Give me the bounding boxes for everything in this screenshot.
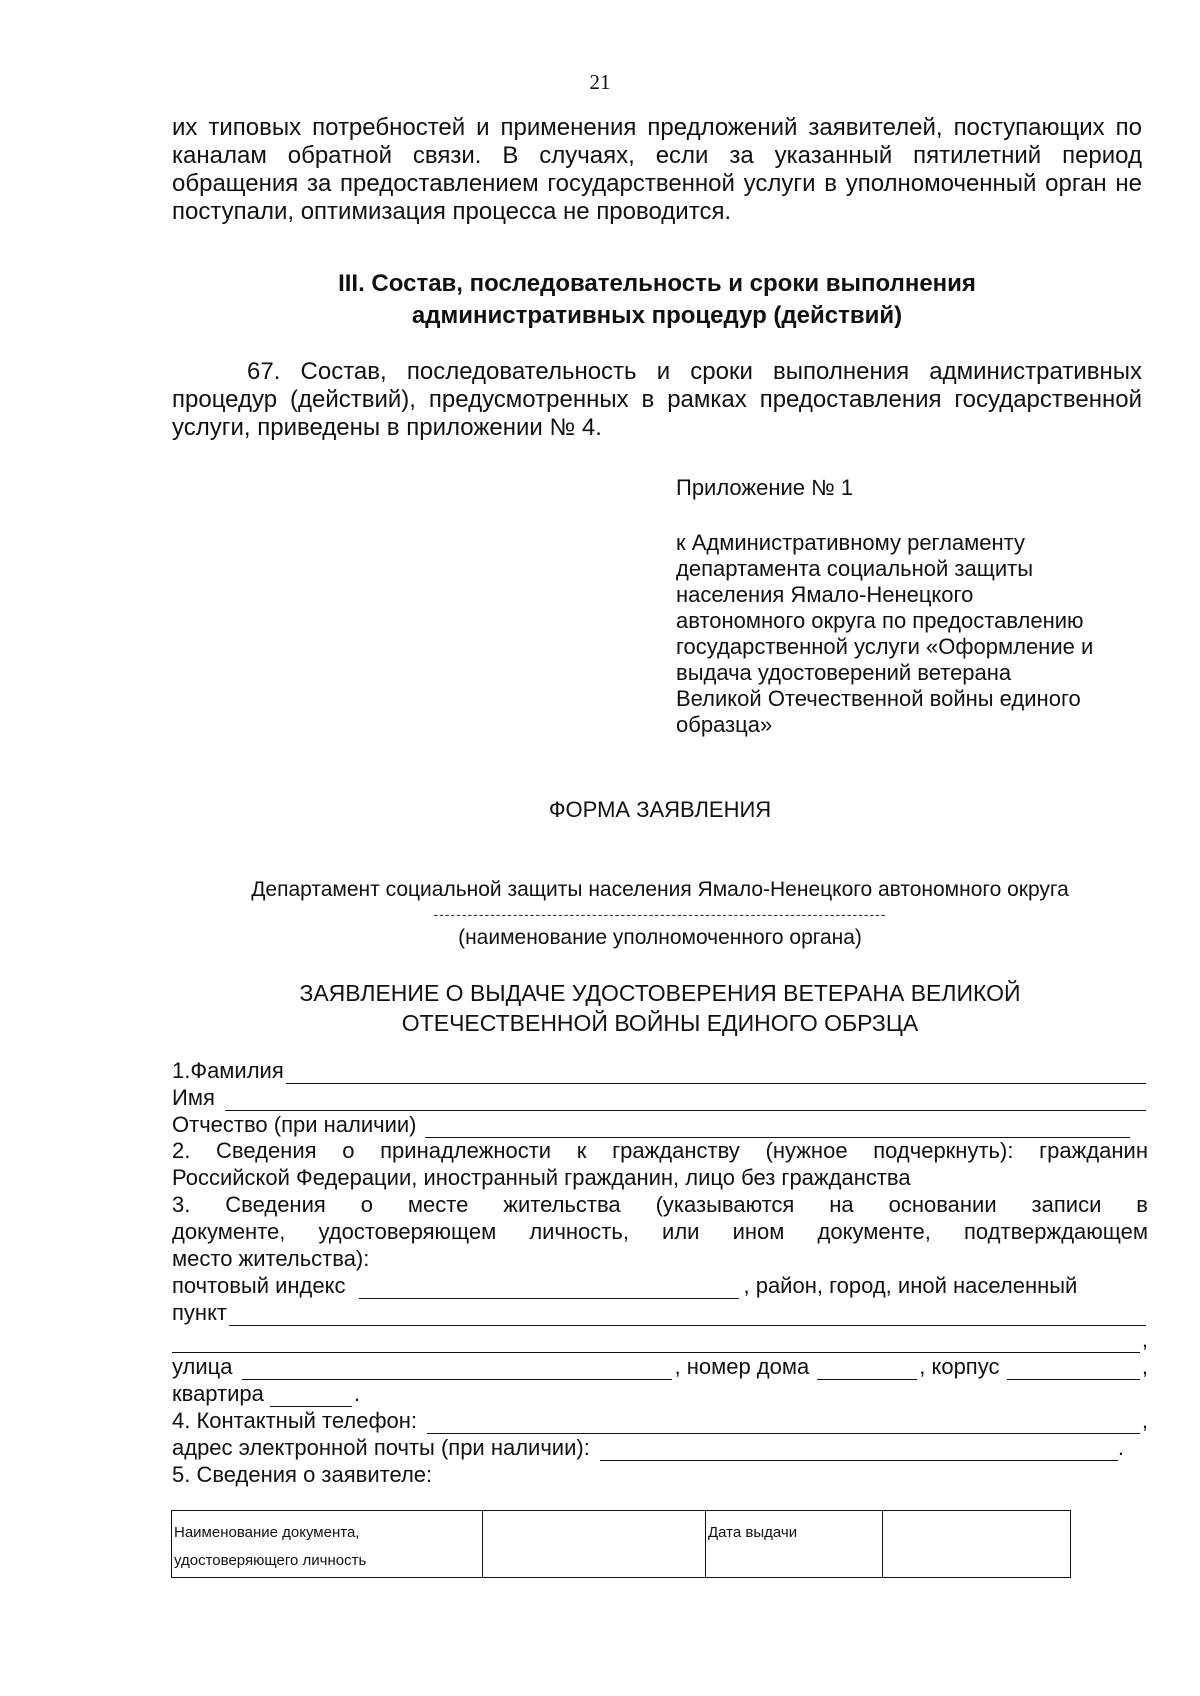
locality-row-2 (172, 1326, 1148, 1353)
apartment-field[interactable] (270, 1384, 352, 1407)
email-field[interactable] (600, 1438, 1118, 1461)
id-document-value-cell[interactable] (483, 1511, 706, 1578)
surname-field[interactable] (286, 1061, 1146, 1084)
locality-field[interactable] (229, 1303, 1146, 1326)
postal-row (172, 1272, 1148, 1299)
residence-line2: документе, удостоверяющем личность, или ином документе, подтверждающем (172, 1219, 1148, 1244)
table-row (172, 1511, 1071, 1578)
appendix-title: Приложение № 1 (676, 475, 854, 500)
district-city-text: , район, город, иной населенный (743, 1273, 1078, 1298)
id-document-label-line1: Наименование документа, (174, 1524, 360, 1541)
patronymic-field[interactable] (425, 1115, 1130, 1138)
department-caption: (наименование уполномоченного органа) (458, 926, 862, 949)
comma: , (1141, 1327, 1148, 1352)
citizenship-line1: 2. Сведения о принадлежности к гражданству (нужное подчеркнуть): гражданин (172, 1138, 1148, 1163)
applicant-documents-table (171, 1510, 1071, 1578)
department-name: Департамент социальной защиты населения Ямало-Ненецкого автономного округа (251, 878, 1069, 901)
appendix-line: к Административному регламенту (676, 530, 1026, 555)
issue-date-label-cell: Дата выдачи (706, 1511, 883, 1578)
appendix-line: населения Ямало-Ненецкого (676, 582, 974, 607)
appendix-line: образца» (676, 712, 773, 737)
email-row (172, 1434, 1148, 1461)
postal-index-label: почтовый индекс (172, 1273, 346, 1298)
street-label: улица (172, 1354, 233, 1379)
applicant-info-label: 5. Сведения о заявителе: (172, 1462, 433, 1487)
patronymic-label: Отчество (при наличии) (172, 1112, 417, 1137)
apartment-label: квартира (172, 1381, 264, 1406)
section-heading-line2: административных процедур (действий) (411, 302, 903, 329)
locality-field-2[interactable] (172, 1330, 1140, 1353)
appendix-line: автономного округа по предоставлению (676, 608, 1084, 633)
statement-title-line1: ЗАЯВЛЕНИЕ О ВЫДАЧЕ УДОСТОВЕРЕНИЯ ВЕТЕРАНА ВЕЛИКОЙ (299, 980, 1021, 1006)
issue-date-value-cell[interactable] (883, 1511, 1071, 1578)
section-heading (172, 268, 1142, 332)
comma: , (1141, 1354, 1148, 1379)
period: . (1117, 1435, 1124, 1460)
department-underline: -------------------------------------------------------------------------------- (433, 906, 887, 922)
appendix-line: департамента социальной защиты (676, 556, 1034, 581)
phone-field[interactable] (427, 1411, 1140, 1434)
apartment-row (172, 1380, 1148, 1407)
street-row (172, 1353, 1148, 1380)
locality-row (172, 1299, 1148, 1326)
id-document-label-cell (172, 1511, 483, 1578)
citizenship-line2: Российской Федерации, иностранный гражданин, лицо без гражданства (172, 1165, 911, 1190)
phone-label: 4. Контактный телефон: (172, 1408, 418, 1433)
district-city-label (743, 1272, 1148, 1299)
building-label: , корпус (919, 1354, 1000, 1379)
appendix-line: выдача удостоверений ветерана (676, 660, 1012, 685)
name-label: Имя (172, 1085, 215, 1110)
surname-label: 1.Фамилия (172, 1058, 284, 1083)
residence-line1: 3. Сведения о месте жительства (указываются на основании записи в (172, 1192, 1148, 1217)
surname-row (172, 1057, 1148, 1084)
statement-title (0, 978, 1200, 1038)
street-field[interactable] (242, 1357, 672, 1380)
house-label: , номер дома (674, 1354, 810, 1379)
paragraph-67: 67. Состав, последовательность и сроки выполнения административных процедур (действий), предусмотренных в рамках предоставления государственной услуги, приведены в приложении № 4. (172, 358, 1142, 441)
statement-title-line2: ОТЕЧЕСТВЕННОЙ ВОЙНЫ ЕДИНОГО ОБРЗЦА (401, 1010, 919, 1036)
postal-index-field[interactable] (359, 1276, 739, 1299)
patronymic-row (172, 1111, 1148, 1138)
building-field[interactable] (1007, 1357, 1139, 1380)
locality-label: пункт (172, 1300, 228, 1325)
section-heading-line1: III. Состав, последовательность и сроки выполнения (338, 270, 976, 297)
house-field[interactable] (817, 1357, 917, 1380)
appendix-line: государственной услуги «Оформление и (676, 634, 1094, 659)
residence-line3: место жительства): (172, 1246, 370, 1271)
comma: , (1141, 1408, 1148, 1433)
form-title: ФОРМА ЗАЯВЛЕНИЯ (548, 797, 772, 822)
appendix-reference (676, 530, 1176, 738)
name-field[interactable] (225, 1088, 1146, 1111)
id-document-label-line2: удостоверяющего личность (174, 1552, 367, 1569)
phone-row (172, 1407, 1148, 1434)
intro-paragraph: их типовых потребностей и применения предложений заявителей, поступающих по каналам обратной связи. В случаях, если за указанный пятилетний период обращения за предоставлением государственной услуги в уполномоченный орган не поступали, оптимизация процесса не проводится. (172, 114, 1142, 225)
appendix-line: Великой Отечественной войны единого (676, 686, 1081, 711)
period: . (353, 1381, 361, 1406)
applicant-info-row (172, 1461, 1148, 1488)
email-label: адрес электронной почты (при наличии): (172, 1435, 590, 1460)
name-row (172, 1084, 1148, 1111)
page-number: 21 (589, 70, 611, 94)
